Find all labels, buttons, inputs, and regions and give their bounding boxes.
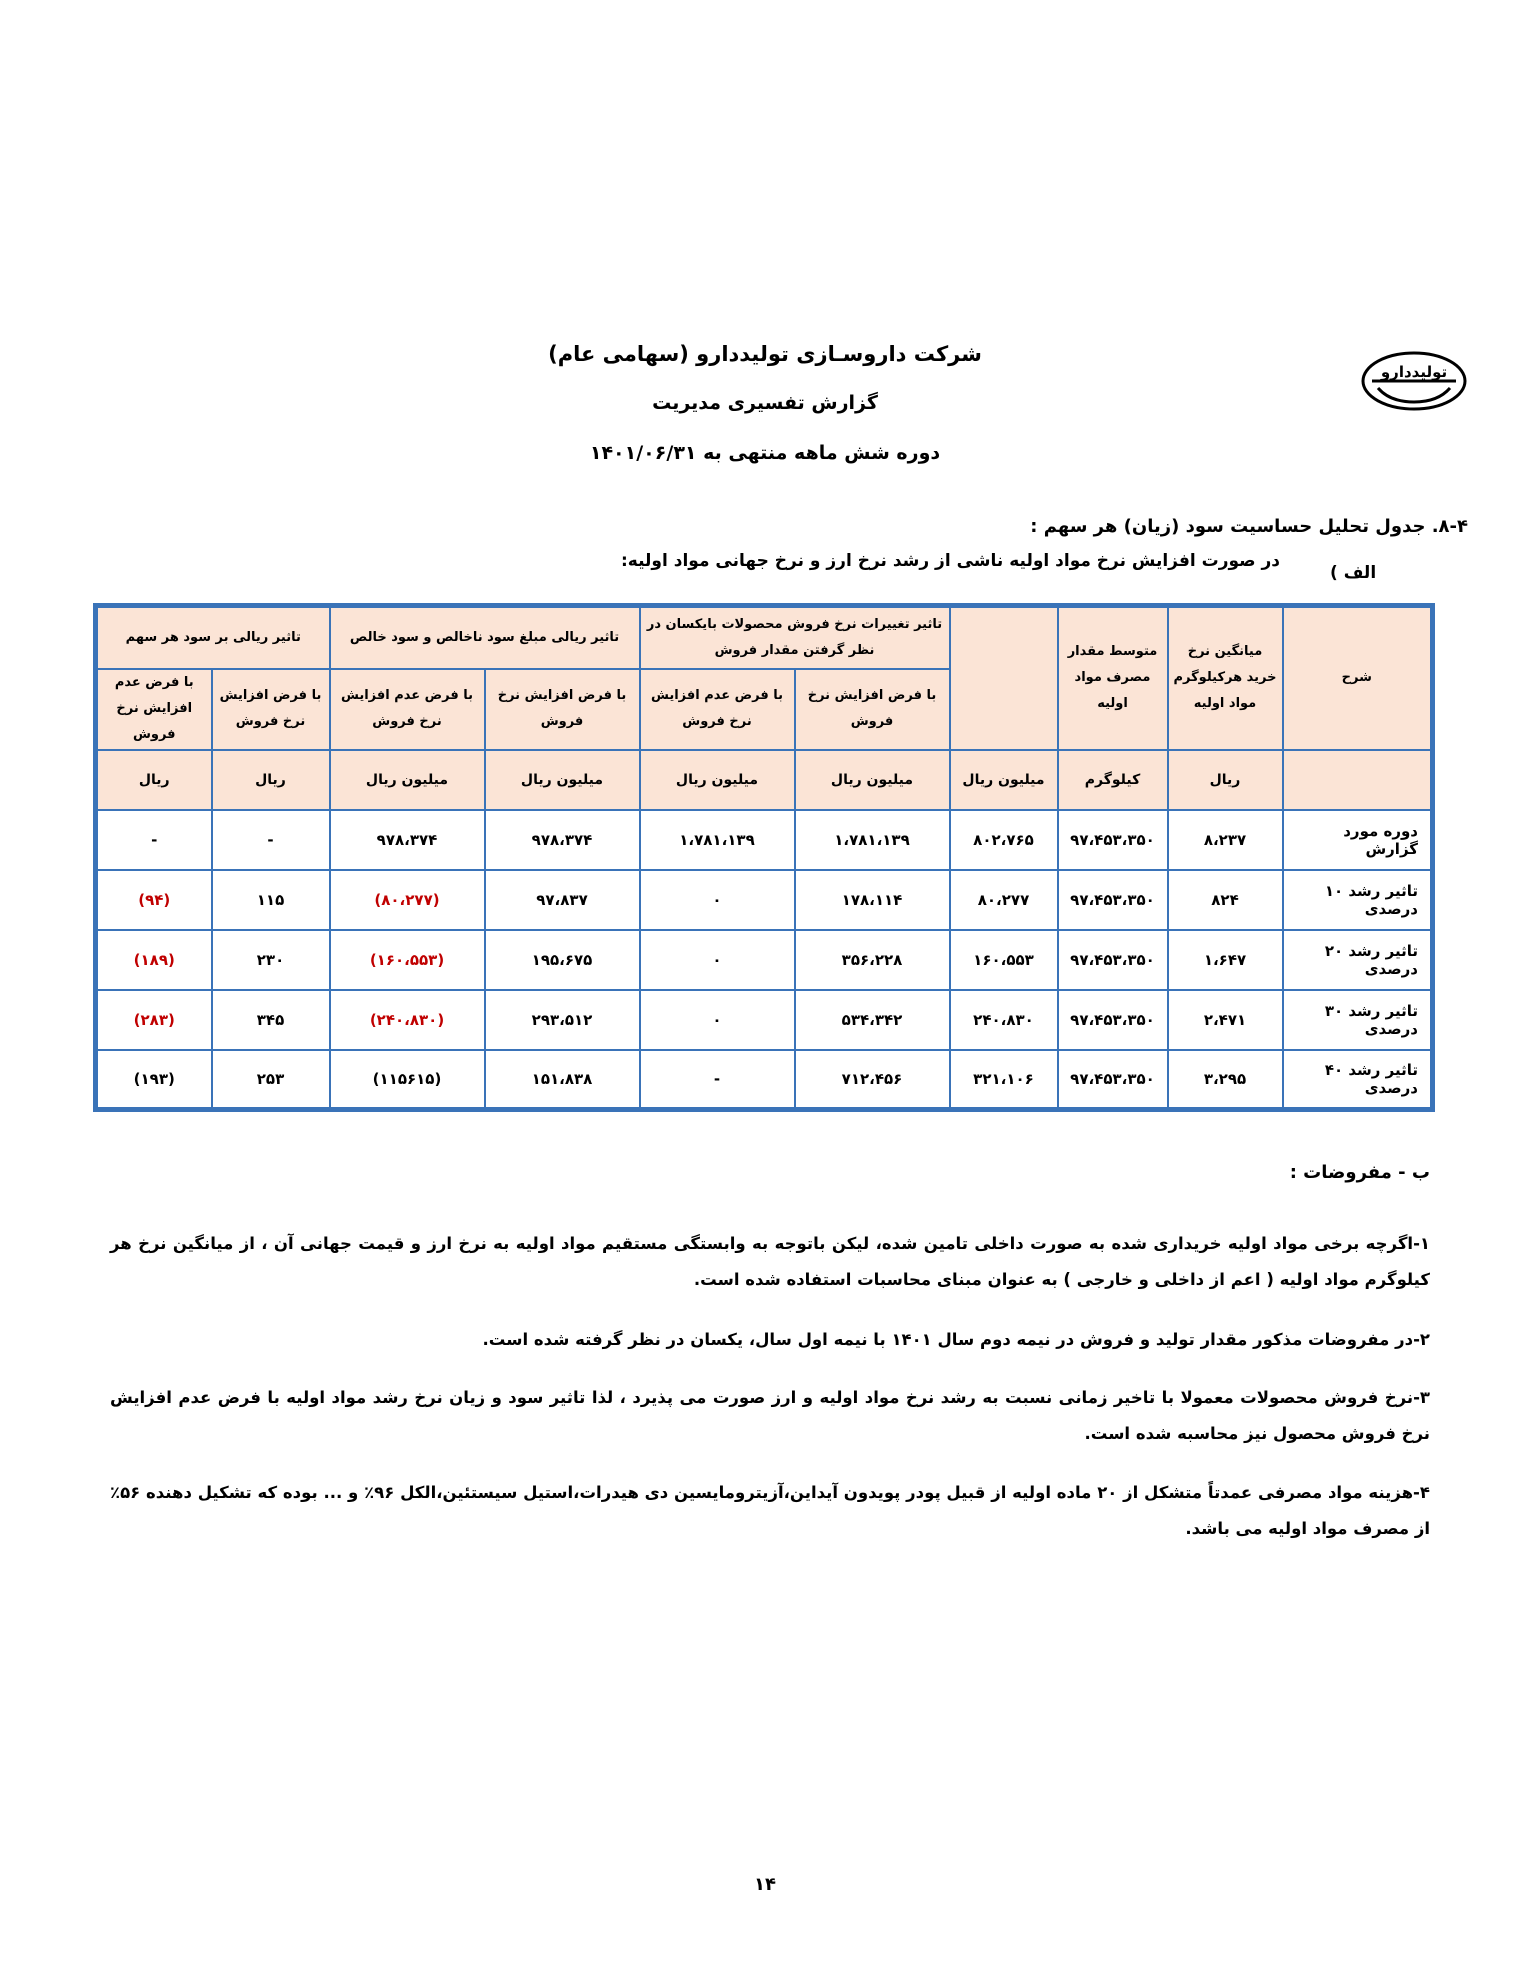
cell-eps-no-incr: (۱۹۳) — [96, 1050, 212, 1110]
cell-sales-no-incr: ۰ — [640, 930, 795, 990]
cell-profit-incr: ۱۹۵،۶۷۵ — [485, 930, 640, 990]
company-name: شرکت داروسـازی تولیددارو (سهامی عام) — [548, 342, 982, 366]
cell-avg-rate: ۸،۲۳۷ — [1168, 810, 1283, 870]
cell-sales-incr: ۵۳۴،۳۴۲ — [795, 990, 950, 1050]
cell-sales-incr: ۱،۷۸۱،۱۳۹ — [795, 810, 950, 870]
cell-avg-rate: ۱،۶۴۷ — [1168, 930, 1283, 990]
cell-eps-incr: ۲۳۰ — [212, 930, 330, 990]
logo-text: تولیددارو — [1380, 363, 1448, 381]
row-label: دوره مورد گزارش — [1283, 810, 1433, 870]
cell-sales-incr: ۱۷۸،۱۱۴ — [795, 870, 950, 930]
cell-sales-incr: ۳۵۶،۲۲۸ — [795, 930, 950, 990]
cell-eps-incr: ۱۱۵ — [212, 870, 330, 930]
cell-avg-qty: ۹۷،۴۵۳،۳۵۰ — [1058, 930, 1168, 990]
cell-cost: ۸۰،۲۷۷ — [950, 870, 1058, 930]
row-label: تاثیر رشد ۱۰ درصدی — [1283, 870, 1433, 930]
cell-eps-incr: - — [212, 810, 330, 870]
row-label: تاثیر رشد ۴۰ درصدی — [1283, 1050, 1433, 1110]
table-row — [96, 1050, 1433, 1110]
subheader-profit-no-incr: با فرض عدم افزایش نرخ فروش — [330, 669, 485, 750]
cell-sales-incr: ۷۱۲،۴۵۶ — [795, 1050, 950, 1110]
cell-eps-no-incr: (۱۸۹) — [96, 930, 212, 990]
report-period: دوره شش ماهه منتهی به ۱۴۰۱/۰۶/۳۱ — [589, 442, 941, 464]
assumption-item: ۳-نرخ فروش محصولات معمولا با تاخیر زمانی نسبت به رشد نرخ مواد اولیه و ارز صورت می پذیرد ، لذا تاثیر سود و زیان نرخ رشد مواد اولیه با فرض عدم افزایش نرخ فروش محصول نیز محاسبه شده است. — [110, 1388, 1430, 1443]
table-row — [96, 810, 1433, 870]
report-title: گزارش تفسیری مدیریت — [652, 392, 878, 414]
header-profit-impact: تاثیر ریالی مبلغ سود ناخالص و سود خالص — [330, 606, 640, 669]
header-cost — [950, 606, 1058, 750]
section-subtitle: در صورت افزایش نرخ مواد اولیه ناشی از رشد نرخ ارز و نرخ جهانی مواد اولیه: — [621, 551, 1280, 571]
table-row — [96, 870, 1433, 930]
cell-avg-rate: ۲،۴۷۱ — [1168, 990, 1283, 1050]
assumption-item: ۱-اگرچه برخی مواد اولیه خریداری شده به صورت داخلی تامین شده، لیکن باتوجه به وابستگی مستقیم مواد اولیه به نرخ ارز و قیمت جهانی آن ، از میانگین نرخ هر کیلوگرم مواد اولیه ( اعم از داخلی و خارجی ) به عنوان مبنای محاسبات استفاده شده است. — [110, 1234, 1430, 1289]
subheader-sales-incr: با فرض افزایش نرخ فروش — [795, 669, 950, 750]
unit-sales-no-incr: میلیون ریال — [640, 750, 795, 810]
header-eps-impact: تاثیر ریالی بر سود هر سهم — [96, 606, 330, 669]
unit-avg-rate: ریال — [1168, 750, 1283, 810]
header-avg-rate: میانگین نرخ خرید هرکیلوگرم مواد اولیه — [1168, 606, 1283, 750]
cell-profit-no-incr: ۹۷۸،۳۷۴ — [330, 810, 485, 870]
row-label: تاثیر رشد ۳۰ درصدی — [1283, 990, 1433, 1050]
sensitivity-table — [93, 603, 1435, 1112]
assumptions-title: ب - مفروضات : — [1289, 1162, 1430, 1183]
cell-avg-qty: ۹۷،۴۵۳،۳۵۰ — [1058, 810, 1168, 870]
cell-profit-no-incr: (۲۴۰،۸۳۰) — [330, 990, 485, 1050]
company-logo — [1360, 350, 1468, 412]
subheader-eps-no-incr: با فرض عدم افزایش نرخ فروش — [96, 669, 212, 750]
header-avg-qty: متوسط مقدار مصرف مواد اولیه — [1058, 606, 1168, 750]
cell-cost: ۸۰۲،۷۶۵ — [950, 810, 1058, 870]
subheader-eps-incr: با فرض افزایش نرخ فروش — [212, 669, 330, 750]
table-row — [96, 930, 1433, 990]
cell-profit-no-incr: (۸۰،۲۷۷) — [330, 870, 485, 930]
section-title: ۸-۴. جدول تحلیل حساسیت سود (زیان) هر سهم : — [1030, 516, 1468, 537]
unit-cost: میلیون ریال — [950, 750, 1058, 810]
cell-sales-no-incr: ۰ — [640, 870, 795, 930]
unit-profit-no-incr: میلیون ریال — [330, 750, 485, 810]
header-description: شرح — [1283, 606, 1433, 750]
subheader-profit-incr: با فرض افزایش نرخ فروش — [485, 669, 640, 750]
cell-eps-incr: ۳۴۵ — [212, 990, 330, 1050]
cell-profit-incr: ۹۷،۸۳۷ — [485, 870, 640, 930]
unit-sales-incr: میلیون ریال — [795, 750, 950, 810]
unit-avg-qty: کیلوگرم — [1058, 750, 1168, 810]
cell-cost: ۳۲۱،۱۰۶ — [950, 1050, 1058, 1110]
cell-sales-no-incr: - — [640, 1050, 795, 1110]
row-label: تاثیر رشد ۲۰ درصدی — [1283, 930, 1433, 990]
cell-avg-qty: ۹۷،۴۵۳،۳۵۰ — [1058, 1050, 1168, 1110]
cell-avg-qty: ۹۷،۴۵۳،۳۵۰ — [1058, 990, 1168, 1050]
assumption-item: ۲-در مفروضات مذکور مقدار تولید و فروش در نیمه دوم سال ۱۴۰۱ با نیمه اول سال، یکسان در نظر گرفته شده است. — [482, 1330, 1430, 1349]
cell-profit-incr: ۱۵۱،۸۳۸ — [485, 1050, 640, 1110]
cell-eps-no-incr: (۹۴) — [96, 870, 212, 930]
unit-description — [1283, 750, 1433, 810]
cell-eps-incr: ۲۵۳ — [212, 1050, 330, 1110]
cell-eps-no-incr: (۲۸۳) — [96, 990, 212, 1050]
cell-sales-no-incr: ۱،۷۸۱،۱۳۹ — [640, 810, 795, 870]
cell-profit-incr: ۲۹۳،۵۱۲ — [485, 990, 640, 1050]
unit-profit-incr: میلیون ریال — [485, 750, 640, 810]
cell-cost: ۱۶۰،۵۵۳ — [950, 930, 1058, 990]
cell-eps-no-incr: - — [96, 810, 212, 870]
unit-eps-incr: ریال — [212, 750, 330, 810]
subheader-sales-no-incr: با فرض عدم افزایش نرخ فروش — [640, 669, 795, 750]
unit-eps-no-incr: ریال — [96, 750, 212, 810]
cell-profit-no-incr: (۱۶۰،۵۵۳) — [330, 930, 485, 990]
table-row — [96, 990, 1433, 1050]
cell-profit-incr: ۹۷۸،۳۷۴ — [485, 810, 640, 870]
cell-avg-qty: ۹۷،۴۵۳،۳۵۰ — [1058, 870, 1168, 930]
cell-sales-no-incr: ۰ — [640, 990, 795, 1050]
cell-avg-rate: ۸۲۴ — [1168, 870, 1283, 930]
cell-cost: ۲۴۰،۸۳۰ — [950, 990, 1058, 1050]
cell-avg-rate: ۳،۲۹۵ — [1168, 1050, 1283, 1110]
page-number: ۱۴ — [754, 1874, 776, 1895]
header-sales-impact: تاثیر تغییرات نرخ فروش محصولات بایکسان در نظر گرفتن مقدار فروش — [640, 606, 950, 669]
cell-profit-no-incr: (۱۱۵۶۱۵) — [330, 1050, 485, 1110]
alef-label: الف ) — [1330, 563, 1377, 583]
assumption-item: ۴-هزینه مواد مصرفی عمدتاً متشکل از ۲۰ ماده اولیه از قبیل پودر پویدون آیداین،آزیترومایسین دی هیدرات،استیل سیستئین،الکل ۹۶٪ و ... بوده که تشکیل دهنده ۵۶٪ از مصرف مواد اولیه می باشد. — [110, 1483, 1430, 1538]
